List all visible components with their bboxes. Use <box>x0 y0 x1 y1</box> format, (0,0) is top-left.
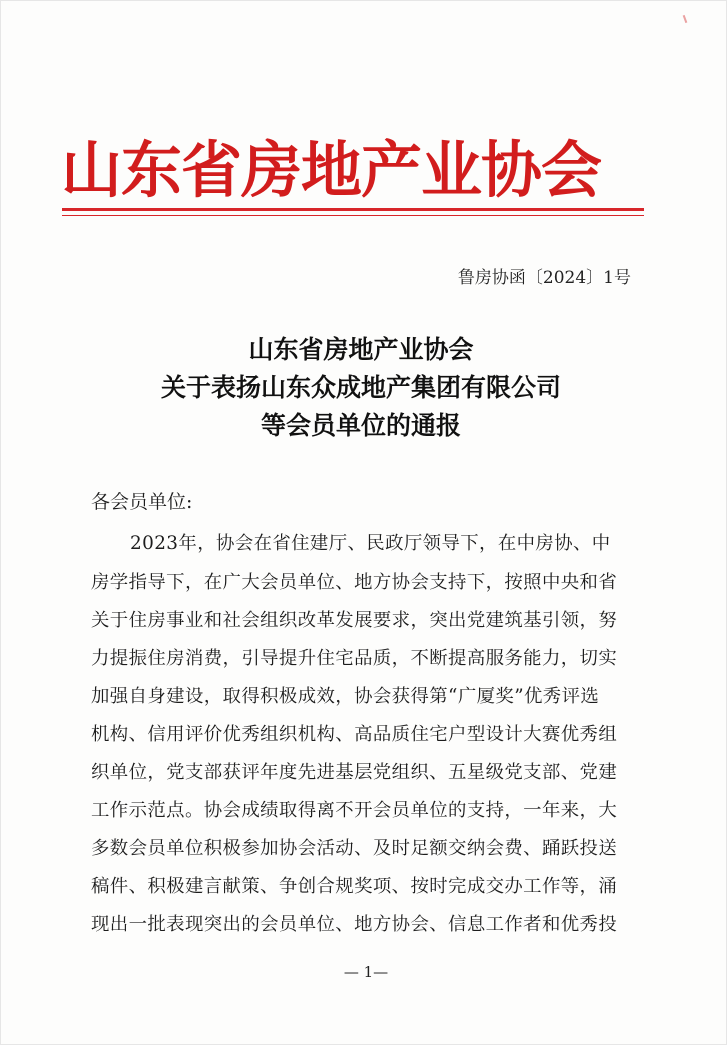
ink-mark <box>683 15 688 23</box>
organization-letterhead: 山东省房地产业协会 <box>61 135 602 206</box>
title-line-2: 关于表扬山东众成地产集团有限公司 <box>160 373 561 402</box>
body-line-11: 现出一批表现突出的会员单位、地方协会、信息工作者和优秀投 <box>91 914 618 935</box>
body-line-3: 关于住房事业和社会组织改革发展要求，突出党建筑基引领，努 <box>91 610 618 631</box>
page-number: — 1— <box>343 963 389 981</box>
body-line-10: 稿件、积极建言献策、争创合规奖项、按时完成交办工作等，涌 <box>91 876 618 897</box>
document-number: 鲁房协函〔2024〕1号 <box>457 268 631 288</box>
body-line-2: 房学指导下，在广大会员单位、地方协会支持下，按照中央和省 <box>91 572 618 593</box>
salutation: 各会员单位: <box>91 491 193 513</box>
body-line-4: 力提振住房消费，引导提升住宅品质，不断提高服务能力，切实 <box>91 648 618 669</box>
body-line-7: 织单位，党支部获评年度先进基层党组织、五星级党支部、党建 <box>91 762 618 783</box>
title-line-1: 山东省房地产业协会 <box>248 335 474 364</box>
title-line-3: 等会员单位的通报 <box>260 411 461 440</box>
letterhead-rule-thin <box>62 215 644 216</box>
document-title <box>61 331 661 445</box>
letterhead-rule-thick <box>62 208 644 211</box>
body-line-1: 2023年，协会在省住建厅、民政厅领导下，在中房协、中 <box>130 533 611 554</box>
body-line-6: 机构、信用评价优秀组织机构、高品质住宅户型设计大赛优秀组 <box>91 724 618 745</box>
body-line-5: 加强自身建设，取得积极成效，协会获得第“广厦奖”优秀评选 <box>91 686 600 707</box>
body-line-9: 多数会员单位积极参加协会活动、及时足额交纳会费、踊跃投送 <box>91 838 618 859</box>
body-line-8: 工作示范点。协会成绩取得离不开会员单位的支持，一年来，大 <box>91 800 618 821</box>
